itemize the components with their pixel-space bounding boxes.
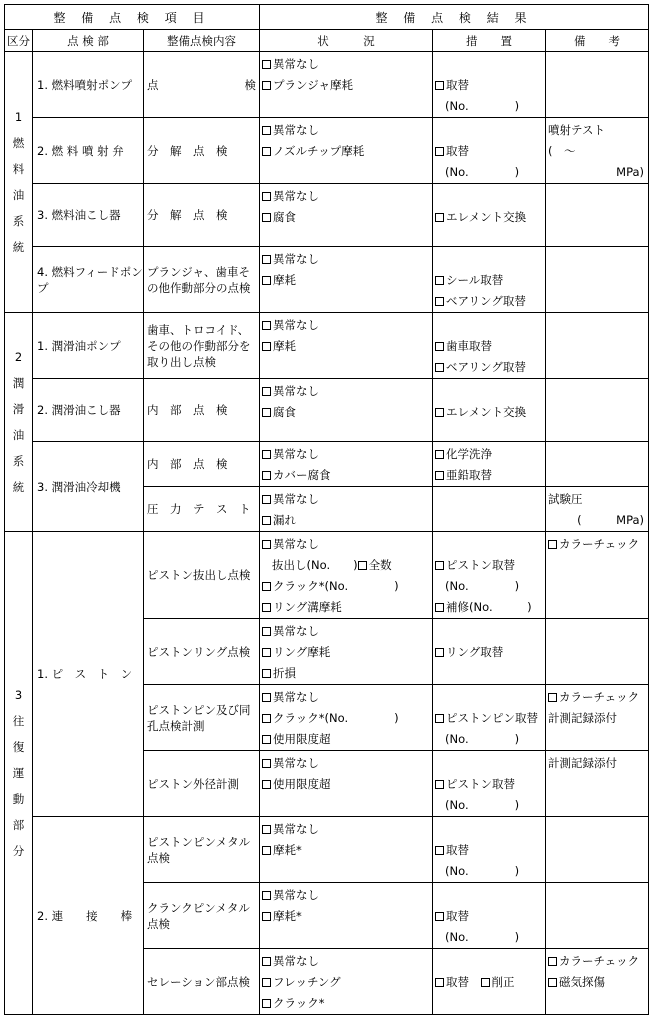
- checkbox[interactable]: [481, 978, 490, 987]
- action-cell: シール取替 ベアリング取替: [433, 247, 546, 313]
- checkbox[interactable]: [262, 60, 271, 69]
- action-cell: [433, 487, 546, 532]
- part-lube-oil-pump: 1. 潤滑油ポンプ: [33, 313, 144, 379]
- checkbox[interactable]: [435, 912, 444, 921]
- category-lube: 2 潤 滑 油 系 統: [5, 313, 33, 532]
- content-disassembly: 分 解 点 検: [144, 118, 260, 184]
- checkbox[interactable]: [358, 561, 367, 570]
- checkbox[interactable]: [548, 957, 557, 966]
- checkbox[interactable]: [435, 846, 444, 855]
- col-category: 区分: [5, 30, 33, 52]
- checkbox[interactable]: [262, 213, 271, 222]
- content-plunger-check: プランジャ、歯車その他作動部分の点検: [144, 247, 260, 313]
- checkbox[interactable]: [262, 978, 271, 987]
- action-cell: エレメント交換: [433, 379, 546, 442]
- remarks-cell: [546, 883, 649, 949]
- checkbox[interactable]: [262, 192, 271, 201]
- remarks-cell: [546, 184, 649, 247]
- checkbox[interactable]: [435, 297, 444, 306]
- content-internal-check: 内 部 点 検: [144, 442, 260, 487]
- remarks-cell: [546, 52, 649, 118]
- checkbox[interactable]: [435, 450, 444, 459]
- remarks-cell: 計測記録添付: [546, 751, 649, 817]
- remarks-cell: 噴射テスト ( ～ MPa): [546, 118, 649, 184]
- checkbox[interactable]: [548, 978, 557, 987]
- col-content: 整備点検内容: [144, 30, 260, 52]
- col-status: 状 況: [260, 30, 433, 52]
- remarks-cell: [546, 817, 649, 883]
- checkbox[interactable]: [435, 363, 444, 372]
- checkbox[interactable]: [435, 780, 444, 789]
- content-serration: セレーション部点検: [144, 949, 260, 1015]
- checkbox[interactable]: [262, 759, 271, 768]
- content-crank-pin-metal: クランクピンメタル点検: [144, 883, 260, 949]
- checkbox[interactable]: [548, 540, 557, 549]
- action-cell: ピストンピン取替 (No. ): [433, 685, 546, 751]
- checkbox[interactable]: [548, 693, 557, 702]
- part-piston: 1. ピ ス ト ン: [33, 532, 144, 817]
- checkbox[interactable]: [262, 714, 271, 723]
- checkbox[interactable]: [262, 825, 271, 834]
- category-fuel: 1 燃 料 油 系 統: [5, 52, 33, 313]
- remarks-cell: [546, 379, 649, 442]
- content-internal-check: 内 部 点 検: [144, 379, 260, 442]
- table-row: [5, 313, 649, 379]
- checkbox[interactable]: [262, 516, 271, 525]
- checkbox[interactable]: [262, 126, 271, 135]
- action-cell: 取替 (No. ): [433, 817, 546, 883]
- checkbox[interactable]: [262, 999, 271, 1008]
- status-cell: 異常なし 抜出し(No. ) 全数 クラック*(No. ) リング溝摩耗: [260, 532, 433, 619]
- table-row: [5, 184, 649, 247]
- remarks-cell: [546, 619, 649, 685]
- checkbox[interactable]: [435, 342, 444, 351]
- checkbox[interactable]: [435, 276, 444, 285]
- checkbox[interactable]: [435, 648, 444, 657]
- checkbox[interactable]: [262, 387, 271, 396]
- status-cell: 異常なし ノズルチップ摩耗: [260, 118, 433, 184]
- checkbox[interactable]: [262, 957, 271, 966]
- remarks-cell: カラーチェック 計測記録添付: [546, 685, 649, 751]
- checkbox[interactable]: [435, 81, 444, 90]
- checkbox[interactable]: [262, 891, 271, 900]
- status-cell: 異常なし 摩耗: [260, 247, 433, 313]
- content-piston-pin: ピストンピン及び同孔点検計測: [144, 685, 260, 751]
- checkbox[interactable]: [262, 276, 271, 285]
- status-cell: 異常なし プランジャ摩耗: [260, 52, 433, 118]
- part-connecting-rod: 2. 連 接 棒: [33, 817, 144, 1015]
- checkbox[interactable]: [262, 471, 271, 480]
- part-fuel-injection-valve: 2. 燃 料 噴 射 弁: [33, 118, 144, 184]
- checkbox[interactable]: [435, 978, 444, 987]
- checkbox[interactable]: [262, 450, 271, 459]
- table-row: [5, 442, 649, 487]
- checkbox[interactable]: [262, 648, 271, 657]
- header-results-title: 整 備 点 検 結 果: [260, 5, 649, 30]
- col-action: 措 置: [433, 30, 546, 52]
- checkbox[interactable]: [435, 213, 444, 222]
- inspection-table: [4, 4, 649, 1015]
- checkbox[interactable]: [435, 561, 444, 570]
- checkbox[interactable]: [262, 912, 271, 921]
- content-piston-extract: ピストン抜出し点検: [144, 532, 260, 619]
- checkbox[interactable]: [435, 147, 444, 156]
- action-cell: 歯車取替 ベアリング取替: [433, 313, 546, 379]
- remarks-cell: [546, 247, 649, 313]
- status-cell: 異常なし クラック*(No. ) 使用限度超: [260, 685, 433, 751]
- checkbox[interactable]: [262, 321, 271, 330]
- category-reciprocating: 3 往 復 運 動 部 分: [5, 532, 33, 1015]
- status-cell: 異常なし 摩耗*: [260, 817, 433, 883]
- status-cell: 異常なし 腐食: [260, 379, 433, 442]
- action-cell: ピストン取替 (No. ): [433, 751, 546, 817]
- action-cell: 取替 (No. ): [433, 118, 546, 184]
- table-row: [5, 532, 649, 619]
- action-cell: 化学洗浄 亜鉛取替: [433, 442, 546, 487]
- action-cell: エレメント交換: [433, 184, 546, 247]
- status-cell: 異常なし 腐食: [260, 184, 433, 247]
- checkbox[interactable]: [262, 81, 271, 90]
- table-row: [5, 118, 649, 184]
- table-row: [5, 52, 649, 118]
- content-disassembly: 分 解 点 検: [144, 184, 260, 247]
- content-piston-ring: ピストンリング点検: [144, 619, 260, 685]
- checkbox[interactable]: [262, 342, 271, 351]
- part-fuel-feed-pump: 4. 燃料フィードポンプ: [33, 247, 144, 313]
- checkbox[interactable]: [262, 408, 271, 417]
- checkbox[interactable]: [262, 540, 271, 549]
- part-lube-oil-strainer: 2. 潤滑油こし器: [33, 379, 144, 442]
- part-lube-oil-cooler: 3. 潤滑油冷却機: [33, 442, 144, 532]
- action-cell: ピストン取替 (No. ) 補修(No. ): [433, 532, 546, 619]
- remarks-cell: [546, 442, 649, 487]
- content-piston-diameter: ピストン外径計測: [144, 751, 260, 817]
- status-cell: 異常なし カバー腐食: [260, 442, 433, 487]
- checkbox[interactable]: [262, 669, 271, 678]
- header-items-title: 整 備 点 検 項 目: [5, 5, 260, 30]
- remarks-cell: カラーチェック: [546, 532, 649, 619]
- action-cell: 取替 削正: [433, 949, 546, 1015]
- status-cell: 異常なし リング摩耗 折損: [260, 619, 433, 685]
- table-row: [5, 817, 649, 883]
- checkbox[interactable]: [262, 147, 271, 156]
- checkbox[interactable]: [262, 735, 271, 744]
- col-remarks: 備 考: [546, 30, 649, 52]
- status-cell: 異常なし フレッチング クラック*: [260, 949, 433, 1015]
- remarks-cell: カラーチェック 磁気探傷: [546, 949, 649, 1015]
- status-cell: 異常なし 摩耗*: [260, 883, 433, 949]
- checkbox[interactable]: [262, 495, 271, 504]
- checkbox[interactable]: [262, 693, 271, 702]
- checkbox[interactable]: [262, 780, 271, 789]
- status-cell: 異常なし 摩耗: [260, 313, 433, 379]
- checkbox[interactable]: [262, 627, 271, 636]
- action-cell: 取替 (No. ): [433, 52, 546, 118]
- action-cell: リング取替: [433, 619, 546, 685]
- content-pressure-test: 圧 力 テ ス ト: [144, 487, 260, 532]
- action-cell: 取替 (No. ): [433, 883, 546, 949]
- table-row: [5, 379, 649, 442]
- checkbox[interactable]: [262, 582, 271, 591]
- checkbox[interactable]: [435, 471, 444, 480]
- part-fuel-injection-pump: 1. 燃料噴射ポンプ: [33, 52, 144, 118]
- content-gear-check: 歯車、トロコイド、その他の作動部分を取り出し点検: [144, 313, 260, 379]
- status-cell: 異常なし 漏れ: [260, 487, 433, 532]
- col-part: 点 検 部: [33, 30, 144, 52]
- checkbox[interactable]: [435, 714, 444, 723]
- remarks-cell: 試験圧 ( MPa): [546, 487, 649, 532]
- remarks-cell: [546, 313, 649, 379]
- checkbox[interactable]: [262, 846, 271, 855]
- checkbox[interactable]: [435, 603, 444, 612]
- content-pin-metal: ピストンピンメタル点検: [144, 817, 260, 883]
- table-row: [5, 247, 649, 313]
- part-fuel-oil-strainer: 3. 燃料油こし器: [33, 184, 144, 247]
- checkbox[interactable]: [262, 255, 271, 264]
- checkbox[interactable]: [435, 408, 444, 417]
- status-cell: 異常なし 使用限度超: [260, 751, 433, 817]
- checkbox[interactable]: [262, 603, 271, 612]
- content-inspection: 点 検: [144, 52, 260, 118]
